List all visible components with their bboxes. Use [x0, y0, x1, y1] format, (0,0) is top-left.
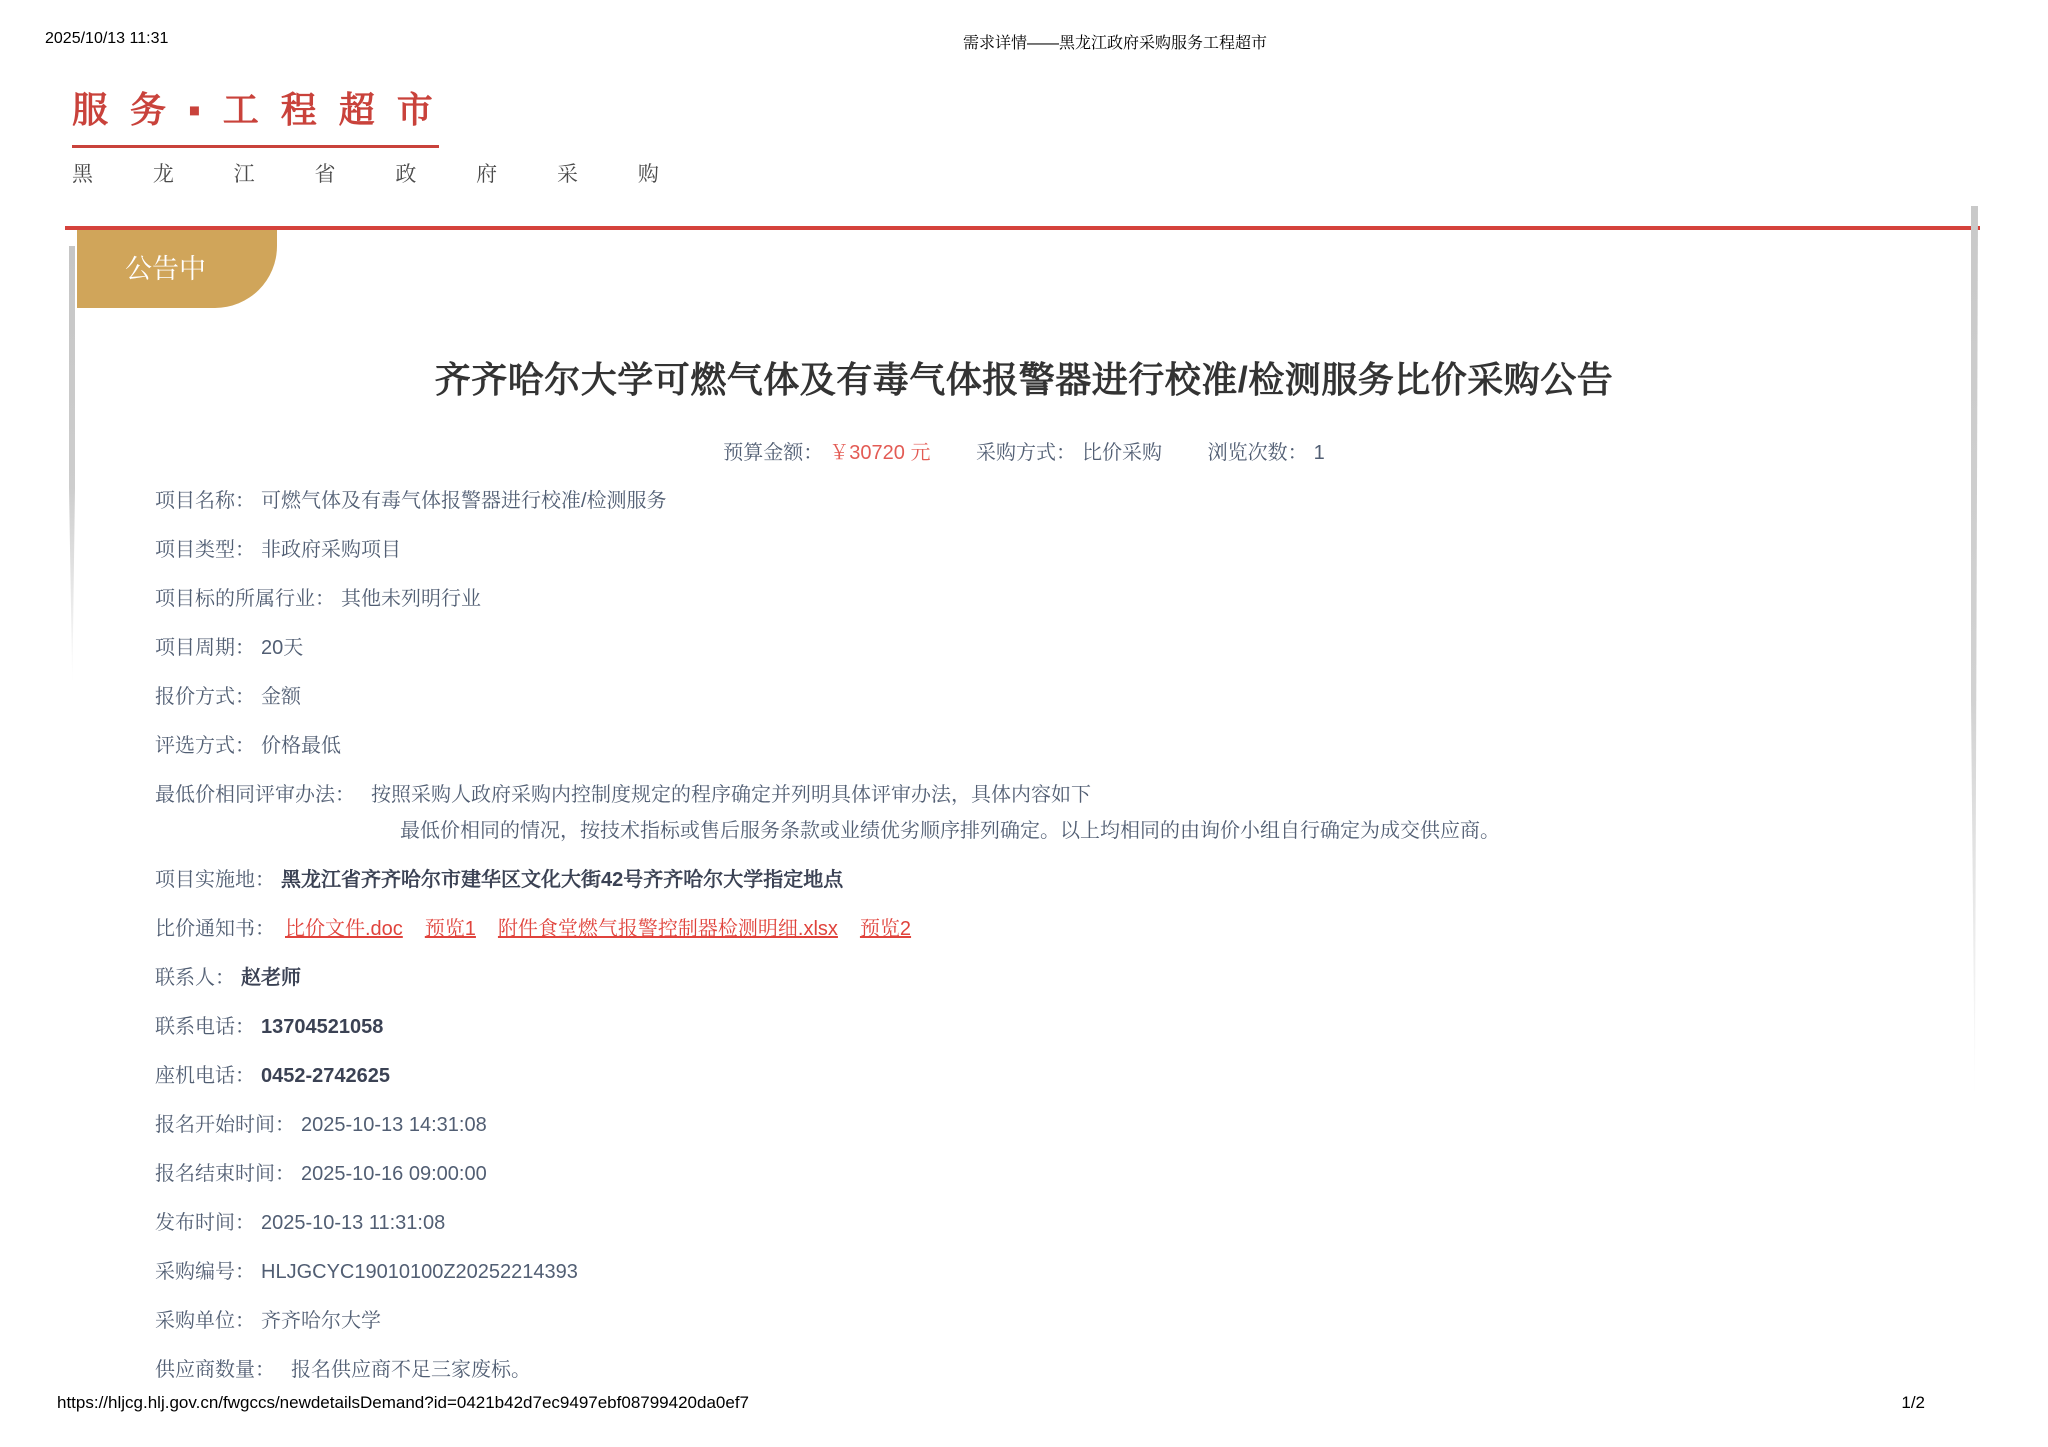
view-count-value: 1 [1313, 442, 1325, 464]
view-count-label: 浏览次数： [1207, 442, 1308, 464]
announcement-title: 齐齐哈尔大学可燃气体及有毒气体报警器进行校准/检测服务比价采购公告 [434, 359, 1614, 400]
field-label: 座机电话： [155, 1065, 255, 1087]
field-label: 项目周期： [155, 637, 255, 659]
site-logo-main: 服 务 ▪ 工 程 超 市 [72, 82, 439, 148]
field-row [155, 1161, 1955, 1187]
field-label: 联系电话： [155, 1016, 255, 1038]
field-value: 报名供应商不足三家废标。 [291, 1359, 531, 1381]
field-row [155, 488, 1955, 514]
field-value: 2025-10-13 11:31:08 [261, 1212, 446, 1234]
field-label: 最低价相同评审办法： [155, 784, 355, 806]
site-logo-subtitle: 黑 龙 江 省 政 府 采 购 [72, 163, 686, 186]
field-label: 报价方式： [155, 686, 255, 708]
field-value: 按照采购人政府采购内控制度规定的程序确定并列明具体评审办法，具体内容如下 [371, 784, 1091, 806]
budget-label: 预算金额： [723, 442, 824, 464]
attachment-link[interactable]: 比价文件.doc [285, 918, 403, 940]
field-row [155, 684, 1955, 710]
attachment-link[interactable]: 附件食堂燃气报警控制器检测明细.xlsx [497, 918, 838, 940]
fields-list [155, 488, 1955, 1406]
field-label: 项目名称： [155, 490, 255, 512]
field-value: 价格最低 [261, 735, 341, 757]
field-value: 20天 [261, 637, 304, 659]
field-label: 供应商数量： [155, 1359, 275, 1381]
field-row [155, 1112, 1955, 1138]
field-label: 发布时间： [155, 1212, 255, 1234]
field-label: 报名结束时间： [155, 1163, 295, 1185]
field-value: 齐齐哈尔大学 [261, 1310, 381, 1332]
site-logo [72, 82, 686, 188]
field-value: 可燃气体及有毒气体报警器进行校准/检测服务 [261, 490, 667, 512]
field-label: 评选方式： [155, 735, 255, 757]
field-value: 2025-10-16 09:00:00 [301, 1163, 487, 1185]
field-value: 非政府采购项目 [261, 539, 401, 561]
field-row [155, 1259, 1955, 1285]
field-row [155, 1308, 1955, 1334]
field-label: 比价通知书： [155, 918, 275, 940]
field-label: 采购编号： [155, 1261, 255, 1283]
purchase-method-label: 采购方式： [976, 442, 1077, 464]
field-value: 13704521058 [261, 1016, 384, 1038]
field-label: 项目类型： [155, 539, 255, 561]
purchase-method-value: 比价采购 [1082, 442, 1163, 464]
view-count [1208, 442, 1325, 464]
field-row [155, 867, 1955, 893]
field-value: 其他未列明行业 [341, 588, 481, 610]
field-row [155, 965, 1955, 991]
attachment-link[interactable]: 预览2 [859, 918, 912, 940]
field-row [155, 635, 1955, 661]
field-row [155, 537, 1955, 563]
budget-value: ￥30720 元 [829, 442, 931, 464]
field-label: 项目实施地： [155, 869, 275, 891]
print-document-title: 需求详情——黑龙江政府采购服务工程超市 [962, 35, 1268, 52]
card-left-edge-shadow [69, 246, 75, 686]
field-row [155, 1014, 1955, 1040]
field-row [155, 1357, 1955, 1383]
field-value: 黑龙江省齐齐哈尔市建华区文化大街42号齐齐哈尔大学指定地点 [281, 869, 844, 891]
print-url: https://hljcg.hlj.gov.cn/fwgccs/newdetailsDemand?id=0421b42d7ec9497ebf08799420da0ef7 [57, 1393, 749, 1412]
print-page-number: 1/2 [1901, 1393, 1925, 1412]
attachment-link[interactable]: 预览1 [424, 918, 476, 940]
status-badge: 公告中 [77, 230, 277, 308]
field-row [155, 782, 1955, 844]
field-row [155, 1063, 1955, 1089]
field-label: 采购单位： [155, 1310, 255, 1332]
field-label: 项目标的所属行业： [155, 588, 335, 610]
field-row [155, 586, 1955, 612]
announcement-meta [0, 436, 2048, 465]
card-right-edge-shadow [1971, 206, 1978, 1106]
field-row [155, 733, 1955, 759]
field-label: 联系人： [155, 967, 235, 989]
field-label: 报名开始时间： [155, 1114, 295, 1136]
purchase-method [976, 442, 1162, 464]
field-value: 0452-2742625 [261, 1065, 391, 1087]
field-row [155, 916, 1955, 942]
print-datetime: 2025/10/13 11:31 [45, 30, 169, 47]
field-value-line2: 最低价相同的情况，按技术指标或售后服务条款或业绩优劣顺序排列确定。以上均相同的由询价小组自行确定为成交供应商。 [400, 820, 1500, 842]
red-divider-line [65, 226, 1980, 230]
field-row [155, 1210, 1955, 1236]
field-value: 2025-10-13 14:31:08 [301, 1114, 487, 1136]
field-value: 赵老师 [241, 967, 301, 989]
field-value: HLJGCYC19010100Z20252214393 [261, 1261, 578, 1283]
field-value: 金额 [261, 686, 301, 708]
